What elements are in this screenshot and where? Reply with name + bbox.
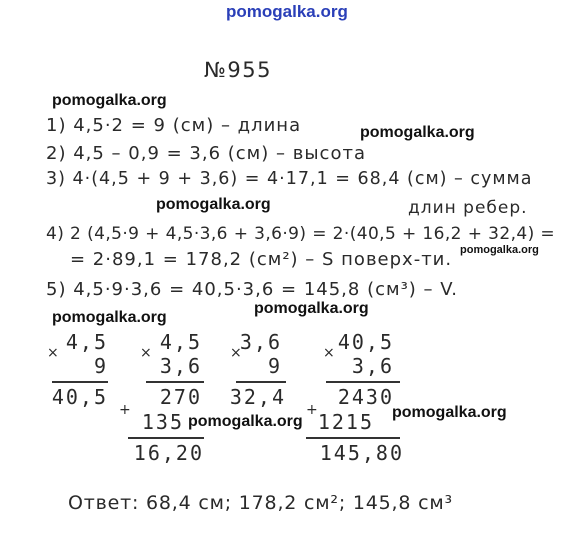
factor-b: 9 xyxy=(93,354,108,378)
step-2: 2) 4,5 – 0,9 = 3,6 (см) – высота xyxy=(46,143,366,164)
factor-a: 4,5 xyxy=(65,330,108,354)
step-4: 4) 2 (4,5·9 + 4,5·3,6 + 3,6·9) = 2·(40,5 + 16,2 + 32,4) = xyxy=(46,224,556,244)
step-1: 1) 4,5·2 = 9 (см) – длина xyxy=(46,115,302,136)
product: 40,5 xyxy=(51,385,108,409)
factor-b: 3,6 xyxy=(159,354,202,378)
result-line xyxy=(128,437,204,439)
watermark: pomogalka.org xyxy=(156,196,271,213)
watermark: pomogalka.org xyxy=(254,300,369,317)
times-sign: × xyxy=(47,345,59,361)
result-line xyxy=(52,381,108,383)
step-3-continued: длин ребер. xyxy=(408,198,528,218)
watermark: pomogalka.org xyxy=(52,92,167,109)
step-3: 3) 4·(4,5 + 9 + 3,6) = 4·17,1 = 68,4 (см) – сумма xyxy=(46,169,533,189)
watermark-top: pomogalka.org xyxy=(226,2,348,21)
product: 32,4 xyxy=(229,385,286,409)
watermark: pomogalka.org xyxy=(392,404,507,421)
result-line xyxy=(306,437,400,439)
factor-b: 3,6 xyxy=(351,354,394,378)
times-sign: × xyxy=(323,345,335,361)
partial-1: 270 xyxy=(159,385,202,409)
problem-number: №955 xyxy=(204,58,272,82)
plus-sign: + xyxy=(306,402,318,418)
factor-a: 40,5 xyxy=(337,330,394,354)
watermark: pomogalka.org xyxy=(360,124,475,141)
partial-line xyxy=(326,381,400,383)
times-sign: × xyxy=(230,345,242,361)
result-line xyxy=(236,381,286,383)
step-4-continued: = 2·89,1 = 178,2 (см²) – S поверх-ти. xyxy=(70,249,453,270)
watermark: pomogalka.org xyxy=(52,309,167,326)
plus-sign: + xyxy=(119,402,131,418)
partial-1: 2430 xyxy=(337,385,394,409)
partial-2: 135 xyxy=(141,410,184,434)
step-5: 5) 4,5·9·3,6 = 40,5·3,6 = 145,8 (см³) – V. xyxy=(46,279,458,300)
product: 16,20 xyxy=(133,441,204,465)
factor-b: 9 xyxy=(267,354,282,378)
partial-2: 1215 xyxy=(317,410,374,434)
times-sign: × xyxy=(140,345,152,361)
product: 145,80 xyxy=(319,441,404,465)
factor-a: 3,6 xyxy=(239,330,282,354)
watermark: pomogalka.org xyxy=(460,244,539,256)
factor-a: 4,5 xyxy=(159,330,202,354)
partial-line xyxy=(146,381,204,383)
answer: Ответ: 68,4 см; 178,2 см²; 145,8 см³ xyxy=(68,492,453,514)
watermark: pomogalka.org xyxy=(188,413,303,430)
